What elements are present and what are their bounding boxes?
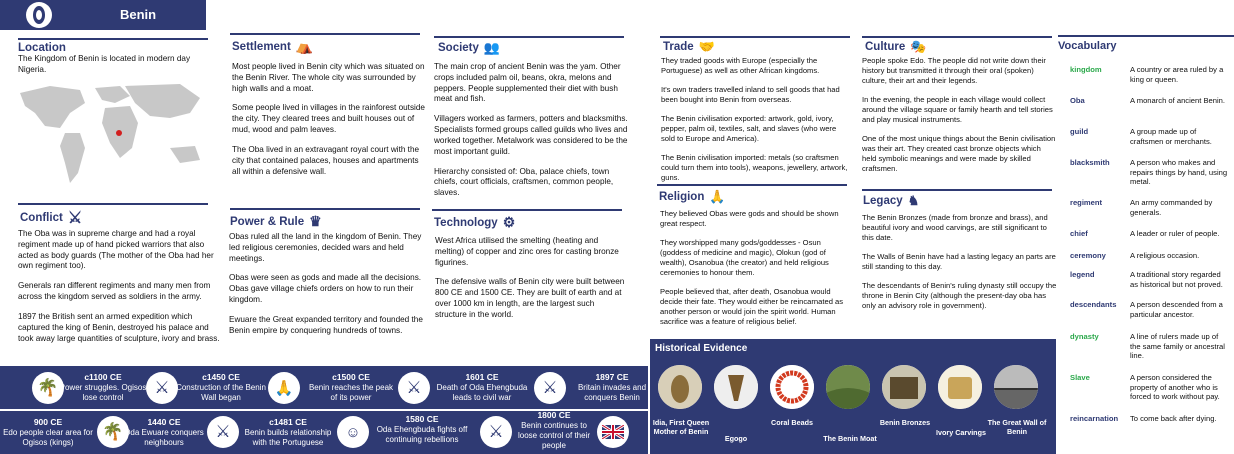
legacy-text: The Benin Bronzes (made from bronze and brass), and beautiful ivory and wood carvings, are still significant to this date. The Walls of Benin have had a lasting legacy an parts are still standing to this day. The descendants of Benin's ruling dynasty still occupy the throne in Benin City (although the present-day oba has only an advisory role in government). [862,213,1057,311]
vocab-term: Slave [1070,373,1090,382]
vocab-term: blacksmith [1070,158,1110,167]
divider [432,209,622,211]
evidence-label: The Great Wall of Benin [987,418,1047,436]
power-text: Obas ruled all the land in the kingdom of Benin. They led religious ceremonies, decided wars and held meetings. Obas were seen as gods and made all the decisions. Obas gave village chiefs orders on how to run their kingdom. Ewuare the Great expanded territory and founded the Benin empire by conquering hundreds of towns. [229,232,423,335]
vocab-definition: An army commanded by generals. [1130,198,1213,217]
praying-hands-icon: 🙏 [709,189,726,204]
conflict-text: The Oba was in supreme charge and had a royal regiment made up of hand picked warriors that also acted as body guards (The mother of the Oba had her own regiment too). Generals ran different regiments and many men from across the kingdom served as soldiers in the army. 1897 the British sent an armed expedition which captured the king of Benin, destroyed his palace and took away large quantities of sculpture, ivory and brass. [18,229,220,343]
divider [862,189,1052,191]
timeline [0,366,648,454]
timeline-event: c1100 CE Power struggles. Ogisos lose control [59,372,147,402]
culture-heading: Culture 🎭 [865,39,927,54]
timeline-event: c1481 CE Benin builds relationship with the Portuguese [244,417,332,447]
palm-tree-icon: 🌴 [32,372,64,404]
benin-moat-image [826,365,870,409]
vocab-term: Oba [1070,96,1085,105]
people-group-icon: 👥 [483,40,501,55]
location-heading: Location [18,42,66,54]
vocab-definition: A leader or ruler of people. [1130,229,1220,238]
handshake-icon: 🤝 [698,39,715,54]
divider [18,38,208,40]
technology-heading: Technology ⚙ [434,214,516,230]
divider [434,36,624,38]
evidence-label: Idia, First Queen Mother of Benin [652,418,710,436]
vocab-definition: A country or area ruled by a king or queen. [1130,65,1224,84]
crossed-swords-icon: ⚔ [534,372,566,404]
divider [230,208,420,210]
vocab-term: kingdom [1070,65,1102,74]
benin-bronzes-image [882,365,926,409]
gears-icon: ⚙ [502,214,516,230]
timeline-event: c1450 CE Construction of the Benin Wall began [176,372,266,402]
tent-icon: ⛺ [295,38,314,54]
timeline-event: 1601 CE Death of Oda Ehengbuda leads to civil war [436,372,528,402]
timeline-event: 1440 CE Oda Ewuare conquers neighbours [124,417,204,447]
trade-text: They traded goods with Europe (especially the Portuguese) as well as other African kingdoms. It's own traders travelled inland to sell goods that had been bought into Benin from overseas. The Benin civilisation exported: artwork, gold, ivory, pepper, palm oil, textiles, salt, and slaves (who were sold to Europe and America). The Benin civilisation imported: metals (so craftsmen could turn them into tools), weapons, jewellery, artwork, guns. [661,56,848,183]
divider [660,36,850,38]
vocab-term: legend [1070,270,1095,279]
vocabulary-heading: Vocabulary [1058,40,1117,52]
historical-evidence-heading: Historical Evidence [655,343,748,354]
vocab-definition: A person who makes and repairs things by hand, using metal. [1130,158,1228,187]
evidence-label: The Benin Moat [823,434,877,443]
vocab-term: regiment [1070,198,1103,207]
union-flag-icon [597,416,629,448]
conflict-heading: Conflict ⚔ [20,210,83,227]
power-heading: Power & Rule ♛ [230,213,322,229]
timeline-event: 1800 CE Benin continues to loose control of their people [517,410,591,450]
vocab-term: descendants [1070,300,1117,309]
mask-icon [26,2,52,28]
crossed-swords-icon: ⚔ [207,416,239,448]
divider [1058,35,1234,37]
timeline-event: 1580 CE Oda Ehengbuda fights off continuing rebellions [376,414,468,444]
religion-heading: Religion 🙏 [659,189,726,204]
timeline-event: 900 CE Edo people clear area for Ogisos (kings) [3,417,93,447]
evidence-label: Ivory Carvings [936,428,986,437]
figure-icon: ♞ [907,193,920,208]
religion-text: They believed Obas were gods and should be shown great respect. They worshipped many gods/goddesses - Osun (goddess of medicine and magic), Olokun (god of wealth), Osanobua (the creator) and held religious ceremonies to honour them. People believed that, after death, Osanobua would decide their fate. They would either be reincarnated as another person or would join the spirit world. Human sacrifice was a feature of religious belief. [660,209,844,327]
crossed-swords-icon: ⚔ [67,210,83,227]
vocab-definition: To come back after dying. [1130,414,1217,423]
trade-heading: Trade 🤝 [663,39,715,54]
vocab-definition: A line of rulers made up of the same family or ancestral line. [1130,332,1225,361]
title-bar [0,0,206,30]
ivory-carvings-image [938,365,982,409]
vocab-definition: A traditional story regarded as historical but not proved. [1130,270,1223,289]
page-title: Benin [120,7,157,22]
vocab-definition: A person descended from a particular ancestor. [1130,300,1223,319]
vocab-definition: A group made up of craftsmen or merchants. [1130,127,1212,146]
legacy-heading: Legacy ♞ [863,193,920,208]
society-heading: Society 👥 [438,40,501,55]
location-text: The Kingdom of Benin is located in modern day Nigeria. [18,54,191,74]
vocab-term: dynasty [1070,332,1099,341]
crossed-swords-icon: ⚔ [398,372,430,404]
crossed-swords-icon: ⚔ [480,416,512,448]
settlement-heading: Settlement ⛺ [232,38,314,54]
theatre-masks-icon: 🎭 [910,39,927,54]
evidence-label: Egogo [724,434,748,443]
vocab-definition: A person considered the property of another who is forced to work without pay. [1130,373,1220,402]
divider [18,203,208,205]
timeline-event: 1897 CE Britain invades and conquers Benin [577,372,647,402]
benin-marker [116,130,122,136]
evidence-label: Benin Bronzes [879,418,931,427]
divider [657,184,847,186]
crown-icon: ♛ [309,213,322,229]
vocab-term: ceremony [1070,251,1106,260]
divider [230,33,420,35]
settlement-text: Most people lived in Benin city which was situated on the Benin River. The whole city was surrounded by high walls and a moat. Some people lived in villages in the rainforest outside the city. They cleared trees and built houses out of mud, wood and palm leaves. The Oba lived in an extravagant royal court with the city that contained palaces, houses and apartments all within a defensive wall. [232,62,425,176]
technology-text: West Africa utilised the smelting (heating and melting) of copper and zinc ores for casting bronze figurines. The defensive walls of Benin city were built between 800 CE and 1500 CE. They are built of earth and at over 1000 km in length, are the largest such structure in the world. [435,236,625,319]
vocab-term: reincarnation [1070,414,1119,423]
crossed-swords-icon: ⚔ [146,372,178,404]
mask-icon: ☺ [337,416,369,448]
egogo-image [714,365,758,409]
historical-evidence-panel [650,339,1056,454]
evidence-label: Coral Beads [771,418,813,427]
divider [862,36,1052,38]
society-text: The main crop of ancient Benin was the yam. Other crops included palm oil, beans, okra, melons and peppers. People supplemented their diet with bush meat and fish. Villagers worked as farmers, potters and blacksmiths. Specialists formed groups called guilds who lives and worked together. Metalwork was considered to be the most important guild. Hierarchy consisted of: Oba, palace chiefs, town chiefs, court officials, craftsmen, common people, slaves. [434,62,628,198]
vocab-definition: A religious occasion. [1130,251,1200,260]
coral-beads-image [770,365,814,409]
queen-idia-mask-image [658,365,702,409]
vocab-definition: A monarch of ancient Benin. [1130,96,1225,105]
palm-tree-icon: 🌴 [97,416,129,448]
world-map-image [10,78,210,193]
culture-text: People spoke Edo. The people did not write down their history but transmitted it through their oral (spoken) culture, their art and their legends. In the evening, the people in each village would collect around the village square or family hearth and tell stories and play musical instruments. One of the most unique things about the Benin civilisation was their art. They created cast bronze objects which held symbolic meanings and were made by skilled craftsmen. [862,56,1056,174]
timeline-event: c1500 CE Benin reaches the peak of its power [308,372,394,402]
great-wall-image [994,365,1038,409]
vocab-term: guild [1070,127,1089,136]
vocab-term: chief [1070,229,1088,238]
praying-hands-icon: 🙏 [268,372,300,404]
